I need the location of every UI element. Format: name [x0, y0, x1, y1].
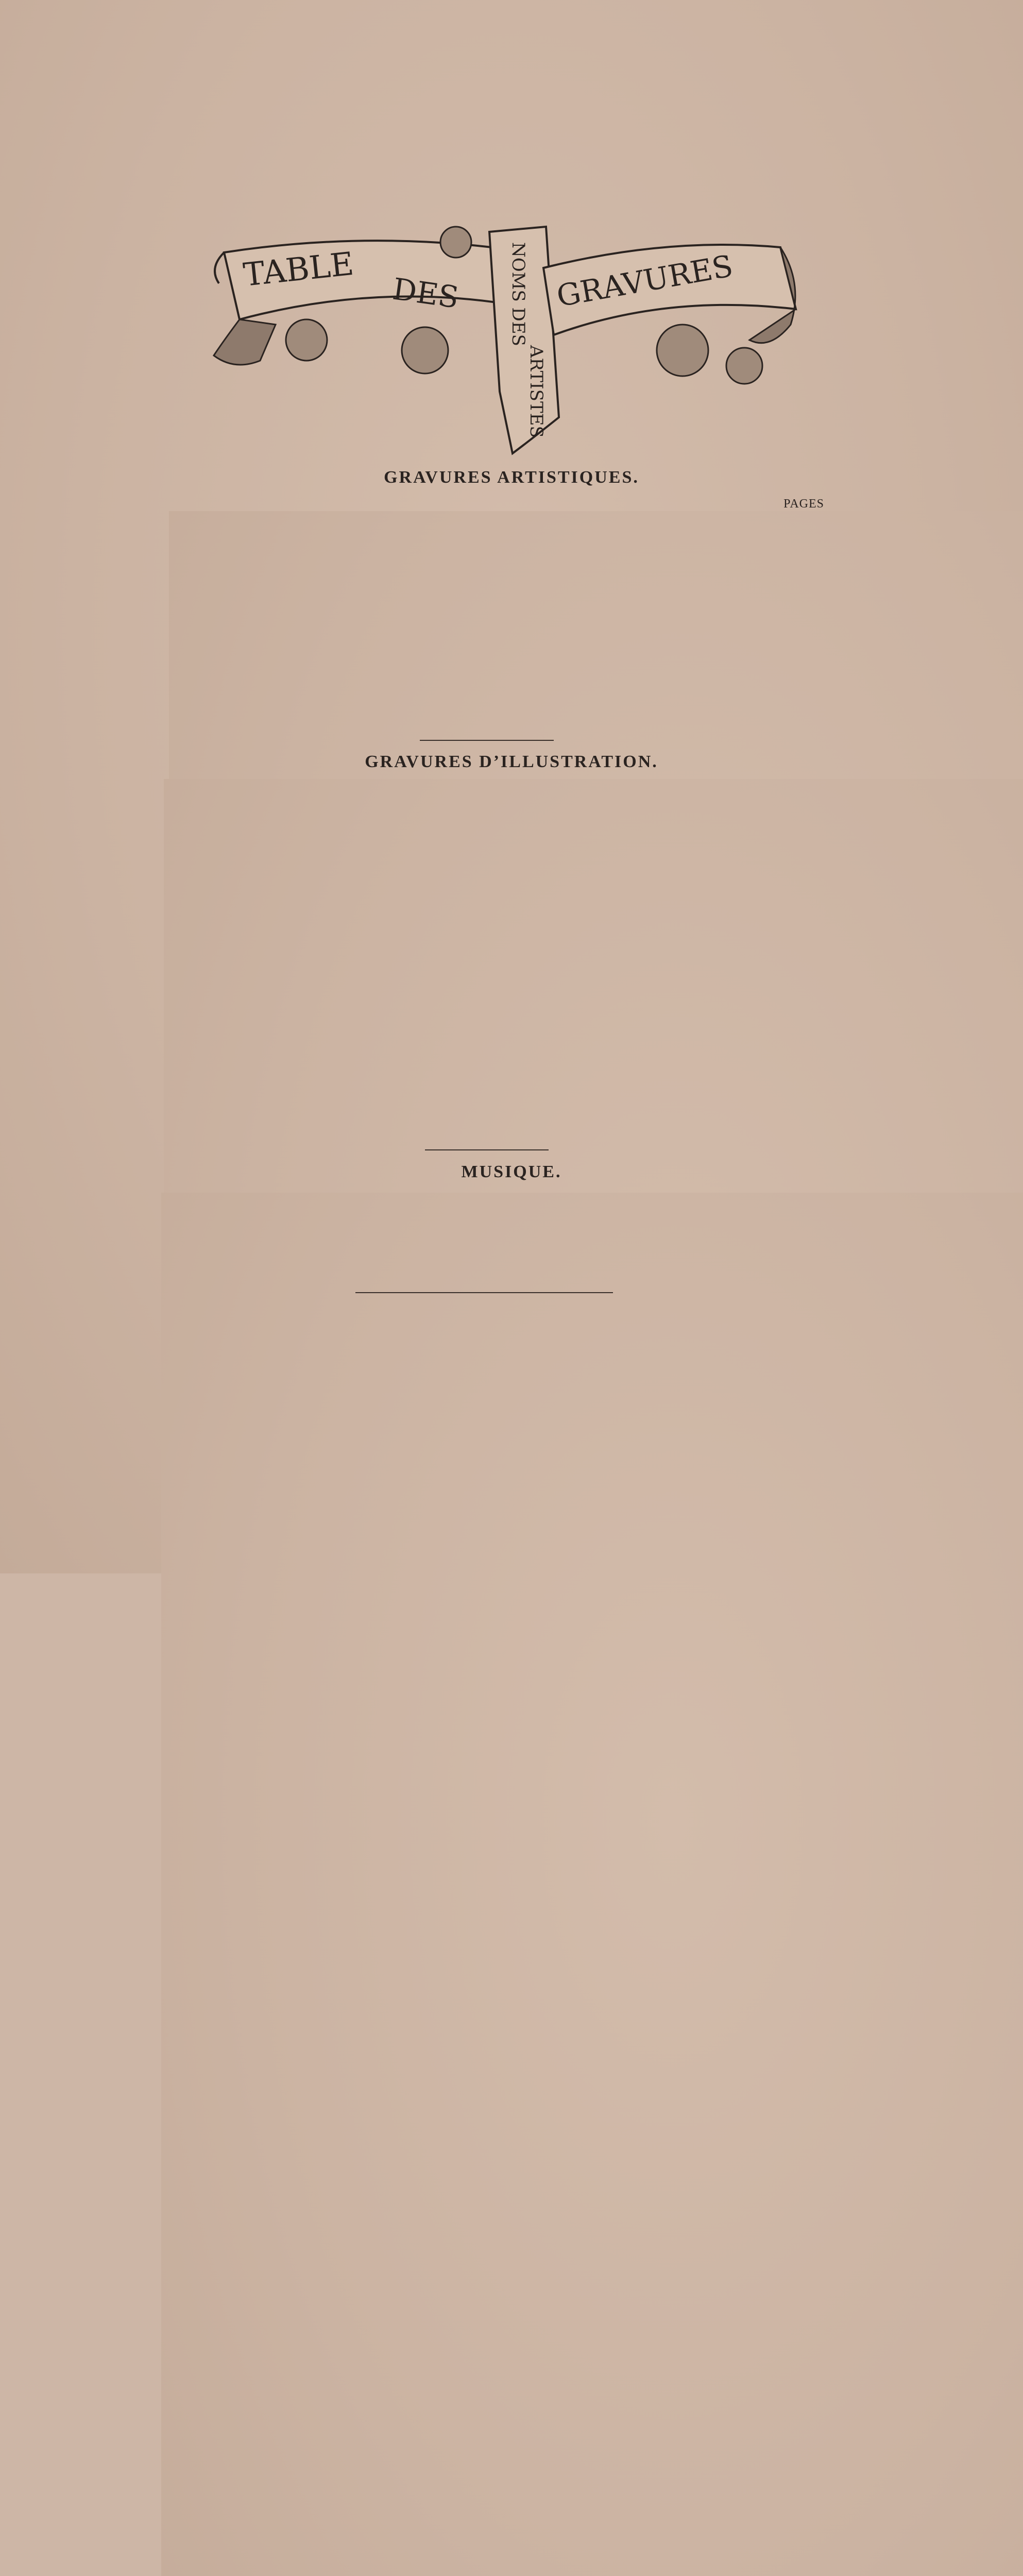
toc-entry-page [161, 1193, 1023, 2576]
divider-rule [420, 740, 554, 741]
section-title-artistiques: GRAVURES ARTISTIQUES. [384, 468, 639, 487]
pages-column-label: PAGES [783, 497, 824, 511]
toc-artistiques [169, 511, 824, 735]
title-banner [203, 222, 806, 464]
banner-word-des: DES [390, 271, 461, 315]
divider-rule [355, 1292, 613, 1293]
toc-entry-lorette-line2 [164, 1122, 818, 1145]
toc-entry [169, 713, 824, 736]
banner-word-table: TABLE [241, 244, 356, 294]
section-title-illustration: GRAVURES D’ILLUSTRATION. [365, 752, 658, 771]
divider-rule [425, 1149, 549, 1150]
banner-word-artistes: ARTISTES [526, 345, 547, 438]
toc-entry-lorette [164, 1100, 818, 1145]
ribbon-banner-icon [203, 222, 806, 464]
toc-illustration [164, 779, 818, 1145]
banner-word-gravures: GRAVURES [554, 248, 736, 314]
section-title-musique: MUSIQUE. [461, 1162, 562, 1181]
toc-musique [161, 1193, 811, 1282]
toc-entry [161, 1260, 811, 1283]
banner-word-noms-des: NOMS DES [508, 242, 528, 346]
